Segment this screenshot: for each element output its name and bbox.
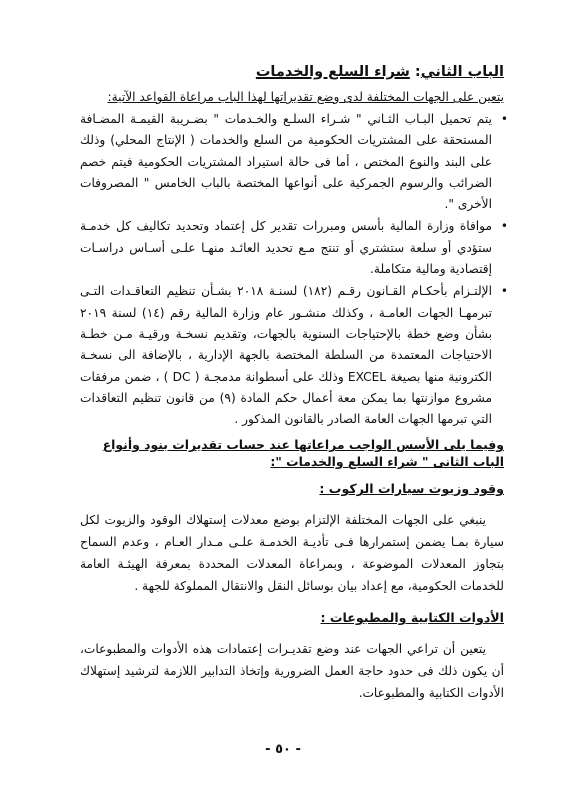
list-item-text: يتم تحميل البـاب الثـاني " شـراء السلـع والخـدمات " بضـريبة القيمـة المضـافة المستحقة على المشتريات الحكومية من السلع والخدمات ( الإنتاج المحلي) وذلك على البند والنوع المختص ، أما فى حالة استيراد المشتريات الحكومية فيتم خصم الضرائب والرسوم الجمركية على أنواعها المختصة بالباب الخامس " المصروفات الأخرى ". bbox=[80, 112, 492, 212]
list-item bbox=[80, 109, 504, 215]
section-heading-stationery: الأدوات الكتابية والمطبوعات : bbox=[320, 610, 504, 626]
section-text-fuel: ينبغي على الجهات المختلفة الإلتزام بوضع معدلات إستهلاك الوقود والزيوت لكل سيارة بمـا يضمن إستمرارها فـى تأديـة الخدمـة علـى مـدار العـام ، وعدم السماح بتجاوز المعدلات الموضوعة ، وبمراعاة المعدلات المحددة بمعرفة الهيئـة العامة للخدمات الحكومية، مع إعداد بيان بوسائل النقل والانتقال المملوكة للجهة . bbox=[80, 513, 504, 594]
chapter-label: الباب الثاني bbox=[420, 64, 504, 80]
list-item bbox=[80, 216, 504, 280]
section-text-stationery: يتعين أن تراعي الجهات عند وضع تقديـرات إعتمادات هذه الأدوات والمطبوعات، أن يكون ذلك فى حدود حاجة العمل الضرورية وإتخاذ التدابير اللازمة لترشيد إستهلاك الأدوات الكتابية والمطبوعات. bbox=[80, 642, 504, 701]
page-content bbox=[80, 62, 504, 704]
intro-rule-line: يتعين على الجهات المختلفة لدى وضع تقديراتها لهذا الباب مراعاة القواعد الآتية: bbox=[107, 90, 504, 104]
bullet-icon bbox=[501, 281, 508, 302]
chapter-separator: : bbox=[409, 64, 421, 80]
list-item-text: موافاة وزارة المالية بأسس ومبررات تقدير كل إعتماد وتحديد تكاليف كل خدمـة ستؤدي أو سلعة ستشتري أو تنتج مـع تحديد العائـد منهـا علـى أسـاس دراسـات إقتصادية ومالية متكاملة. bbox=[80, 219, 492, 277]
chapter-name: شراء السلع والخدمات bbox=[255, 64, 410, 80]
bullet-icon bbox=[501, 109, 508, 130]
rules-list bbox=[80, 109, 504, 430]
section-heading-fuel: وقود وزيوت سيارات الركوب : bbox=[319, 481, 504, 497]
bases-intro: وفيما يلى الأسس الواجب مراعاتها عند حساب تقديرات بنود وأنواع الباب الثانى " شراء السلع والخدمات ": bbox=[102, 437, 504, 470]
list-item bbox=[80, 281, 504, 430]
chapter-title bbox=[80, 62, 504, 82]
bullet-icon bbox=[501, 216, 508, 237]
list-item-text: الإلتـزام بأحكـام القـانون رقـم (١٨٢) لسنـة ٢٠١٨ بشـأن تنظيم التعاقـدات التـى تبرمهـا الجهات العامـة ، وكذلك منشـور عام وزارة المالية رقم (١٤) لسنة ٢٠١٩ بشأن وضع خطة بالإحتياجات السنوية بالجهات، وتقديم نسخـة ورقيـة مـن خطـة الاحتياجات المعتمدة من السلطة المختصة بالجهة الإدارية ، بالإضافة الى نسخـة الكترونية منها بصيغة EXCEL وذلك على أسطوانة مدمجـة ( C‏D ) ، ضمن مرفقات مشروع موازنتها بما يمكن معة أعمال حكم المادة (٩) من قانون تنظيم التعاقدات التي تبرمها الجهات العامة الصادر بالقانون المذكور . bbox=[80, 284, 493, 427]
page-number: - ٥٠ - bbox=[265, 742, 301, 757]
